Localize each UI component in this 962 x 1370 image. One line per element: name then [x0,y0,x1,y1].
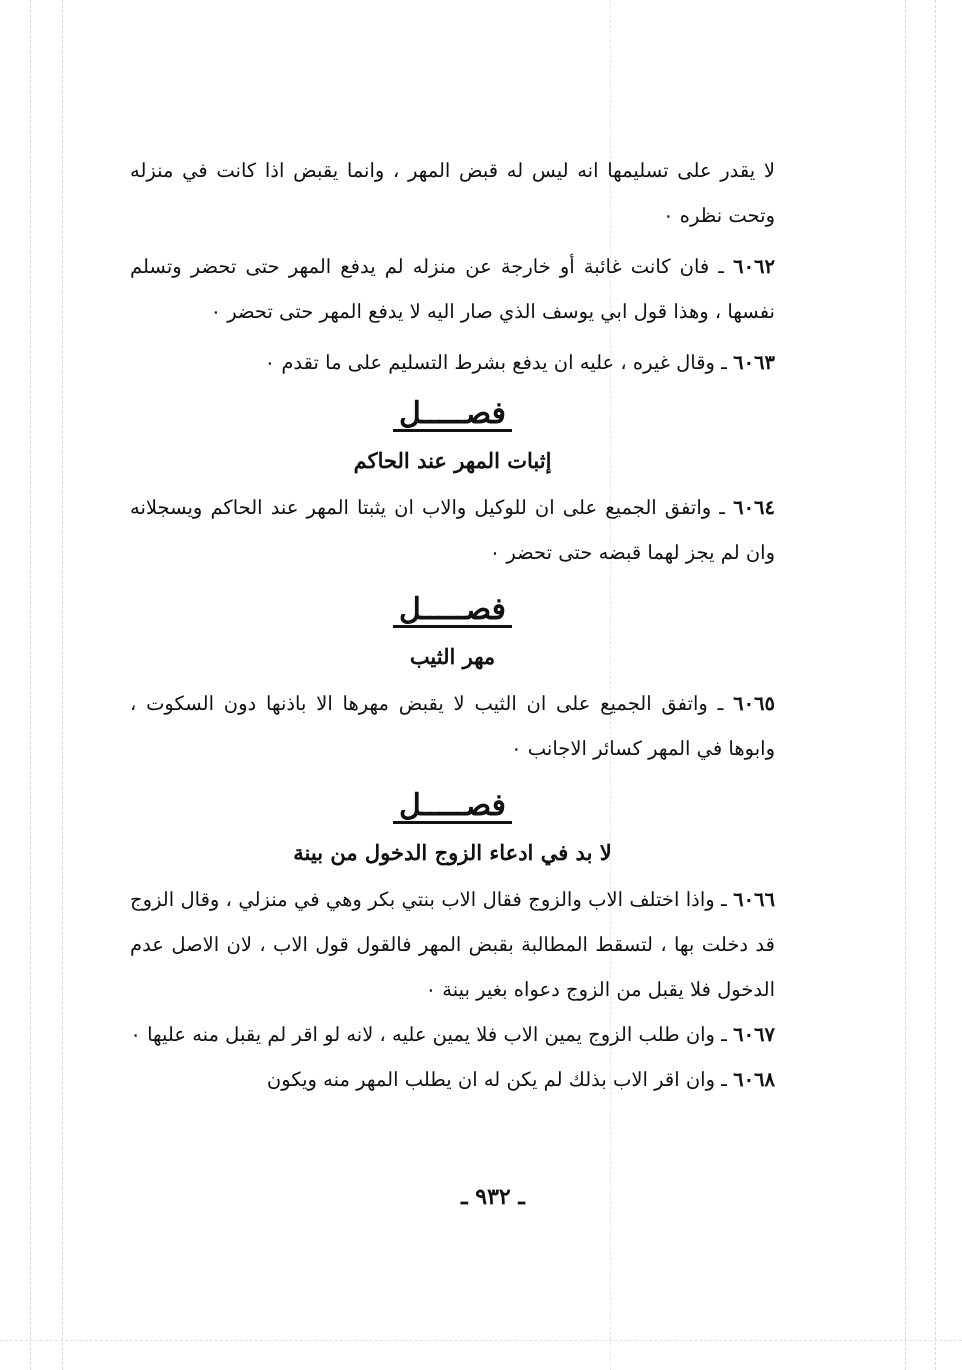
page-number: ـ ٩٣٢ ـ [461,1184,525,1210]
paragraph-number: ٦٠٦٢ [733,255,775,278]
chapter-label: فصـــــل [393,399,512,432]
scan-artifact-line [30,0,31,1370]
chapter-heading [130,785,775,827]
section-heading: مهر الثيب [409,644,496,669]
paragraph-text: ـ واتفق الجميع على ان للوكيل والاب ان يثبتا المهر عند الحاكم ويسجلانه وان لم يجز لهما قبضه حتى تحضر ٠ [130,496,775,564]
paragraph-text: ـ واذا اختلف الاب والزوج فقال الاب بنتي بكر وهي في منزلي ، وقال الزوج قد دخلت بها ، لتسقط المطالبة بقبض المهر فالقول قول الاب ، لان الاصل عدم الدخول فلا يقبل من الزوج دعواه بغير بينة ٠ [130,888,775,1001]
section-heading: لا بد في ادعاء الزوج الدخول من بينة [293,840,612,865]
scan-artifact-line [935,0,936,1370]
chapter-label: فصـــــل [393,791,512,824]
paragraph-6065 [130,681,775,771]
scan-artifact-line [905,0,906,1370]
chapter-heading [130,589,775,631]
paragraph-text: ـ وان اقر الاب بذلك لم يكن له ان يطلب المهر منه ويكون [266,1068,734,1091]
paragraph-continuation [130,148,775,238]
paragraph-number: ٦٠٦٨ [733,1068,775,1091]
paragraph-number: ٦٠٦٧ [733,1023,775,1046]
paragraph-6066 [130,877,775,1012]
paragraph-6067 [130,1012,775,1057]
paragraph-text: ـ وان طلب الزوج يمين الاب فلا يمين عليه ، لانه لو اقر لم يقبل منه عليها ٠ [130,1023,734,1046]
paragraph-text: ـ فان كانت غائبة أو خارجة عن منزله لم يدفع المهر حتى تحضر وتسلم نفسها ، وهذا قول ابي يوسف الذي صار اليه لا يدفع المهر حتى تحضر ٠ [130,255,775,323]
page-body [130,148,775,1102]
paragraph-number: ٦٠٦٥ [733,692,775,715]
paragraph-6068 [130,1057,775,1102]
paragraph-6064 [130,485,775,575]
scan-artifact-line [62,0,63,1370]
paragraph-text: لا يقدر على تسليمها انه ليس له قبض المهر ، وانما يقبض اذا كانت في منزله وتحت نظره ٠ [130,159,775,227]
paragraph-number: ٦٠٦٦ [733,888,775,911]
paragraph-text: ـ واتفق الجميع على ان الثيب لا يقبض مهرها الا باذنها دون السكوت ، وابوها في المهر كسائر الاجانب ٠ [130,692,775,760]
paragraph-6063 [130,340,775,385]
paragraph-text: ـ وقال غيره ، عليه ان يدفع بشرط التسليم على ما تقدم ٠ [264,351,734,374]
chapter-label: فصـــــل [393,595,512,628]
section-heading: إثبات المهر عند الحاكم [353,448,552,473]
paragraph-number: ٦٠٦٣ [733,351,775,374]
paragraph-number: ٦٠٦٤ [733,496,775,519]
paragraph-6062 [130,244,775,334]
chapter-heading [130,393,775,435]
scan-artifact-line [0,1340,962,1341]
